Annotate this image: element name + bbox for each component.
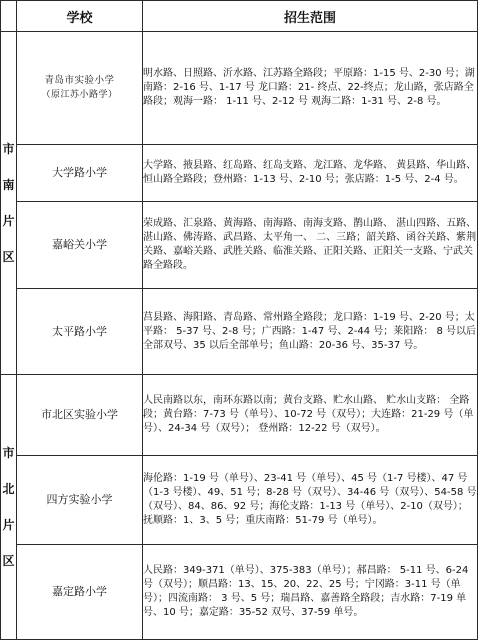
region-char: 区 (2, 554, 15, 568)
enrollment-range: 人民路：349-371（单号）、375-383（单号）；郝昌路： 5-11 号、6-24 号（双号）；顺昌路：13、15、20、22、25 号；宁冈路：3-11 号（单号）；四流南路： 3 号、5 号；瑞昌路、嘉善路全路段；吉水路：7-19 单号、10 号；嘉定路：35-52 双号、37-59 单号。 (143, 545, 478, 640)
enrollment-range: 荣成路、汇泉路、黄海路、南海路、南海支路、鹊山路、 湛山四路、五路、湛山路、佛涛路、武昌路、太平角一、 二、三路；韶关路、函谷关路、紫荆关路、嘉峪关路、武胜关路、临淮关路、正阳关路、正阳关一支路、宁武关路全路段。 (143, 202, 478, 289)
school-column-header: 学校 (17, 1, 143, 32)
table-row (1, 375, 478, 456)
region-char: 市 (2, 446, 15, 460)
range-column-header: 招生范围 (143, 1, 478, 32)
header-row (1, 1, 478, 32)
region-char: 市 (2, 142, 15, 156)
enrollment-range: 莒县路、海阳路、青岛路、常州路全路段；龙口路：1-19 号、2-20 号；太平路： 5-37 号、2-8 号；广西路：1-47 号、2-44 号；莱阳路： 8 号以后全部双号、35 以后全部单号；鱼山路：20-36 号、35-37 号。 (143, 289, 478, 375)
table-row (1, 289, 478, 375)
table-row (1, 32, 478, 145)
table-row (1, 545, 478, 640)
school-name-cell: 四方实验小学 (17, 456, 143, 545)
school-name: 青岛市实验小学 (44, 75, 115, 86)
enrollment-range: 大学路、掖县路、红岛路、红岛支路、龙江路、龙华路、 黄县路、华山路、恒山路全路段；登州路：1-13 号、2-10 号；张店路：1-5 号、2-4 号。 (143, 145, 478, 202)
school-name-cell: 嘉定路小学 (17, 545, 143, 640)
region-label-north (1, 375, 17, 640)
table-row (1, 145, 478, 202)
school-name-cell: 太平路小学 (17, 289, 143, 375)
enrollment-range: 明水路、日照路、沂水路、江苏路全路段；平原路：1-15 号、2-30 号；湖南路：2-16 号、1-17 号 龙口路：21- 终点、22-终点；龙山路，张店路全路段；观海一路： 1-11 号、2-12 号 观海二路：1-31 号、2-8 号。 (143, 32, 478, 145)
school-name-cell: 市北区实验小学 (17, 375, 143, 456)
region-char: 南 (2, 178, 15, 192)
region-header-cell (1, 1, 17, 32)
enrollment-range: 海伦路：1-19 号（单号）、23-41 号（单号）、45 号（1-7 号楼）、47 号（1-3 号楼）、49、51 号；8-28 号（双号）、34-46 号（双号）、54-58 号（双号）、84、86、92 号；海伦支路：1-13 号（单号）、2-10（双号）； 抚顺路：1、3、5 号；重庆南路：51-79 号（单号）。 (143, 456, 478, 545)
enrollment-range: 人民南路以东，南环东路以南；黄台支路、贮水山路、 贮水山支路： 全路段；黄台路：7-73 号（单号）、10-72 号（双号）；大连路：21-29 号（单号）、24-34 号（双号）； 登州路：12-22 号（双号）。 (143, 375, 478, 456)
region-char: 片 (2, 518, 15, 532)
region-char: 片 (2, 214, 15, 228)
region-label-south (1, 32, 17, 375)
region-char: 北 (2, 482, 15, 496)
table-row (1, 202, 478, 289)
region-char: 区 (2, 250, 15, 264)
school-former-name: （原江苏小路学） (41, 90, 118, 100)
school-name-cell: 大学路小学 (17, 145, 143, 202)
table-row (1, 456, 478, 545)
school-name-cell: 嘉峪关小学 (17, 202, 143, 289)
school-name-cell (17, 32, 143, 145)
